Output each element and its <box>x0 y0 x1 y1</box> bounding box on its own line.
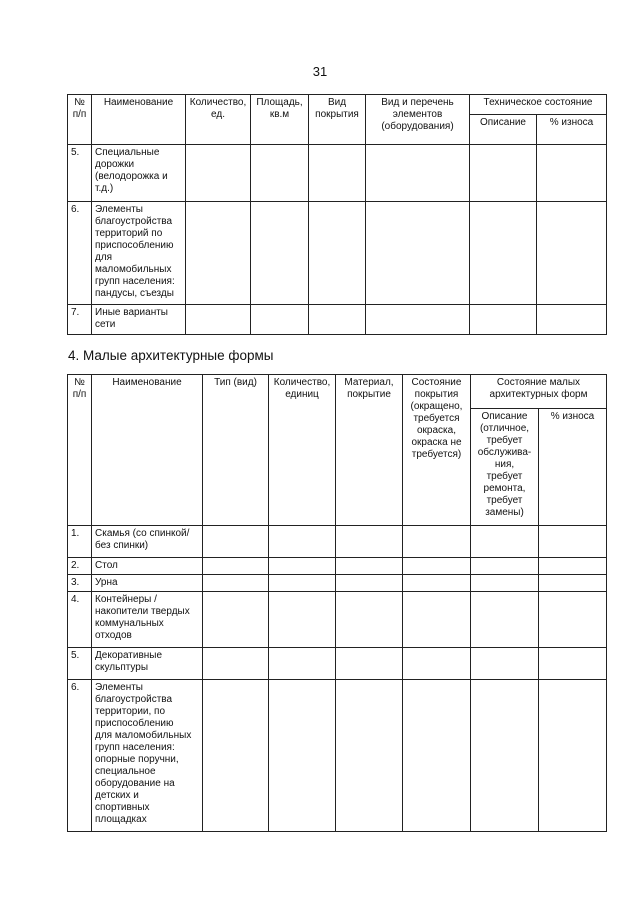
cell-area[interactable] <box>251 305 309 335</box>
cell-quantity[interactable] <box>269 558 336 575</box>
cell-quantity[interactable] <box>269 592 336 648</box>
header-description: Описание <box>470 115 537 145</box>
header-coverage-state: Состояние покрытия (окращено, требуется окраска, окраска не требуется) <box>403 375 471 526</box>
cell-description[interactable] <box>471 592 539 648</box>
row-name: Элементы благоустройства территории, по приспособлению для маломобильных групп населения: опорные поручни, специальное оборудование на детских и спортивных площадках <box>92 680 203 832</box>
header-type: Тип (вид) <box>203 375 269 526</box>
header-quantity: Количество, единиц <box>269 375 336 526</box>
header-num: № п/п <box>68 95 92 145</box>
cell-material[interactable] <box>336 648 403 680</box>
cell-quantity[interactable] <box>269 575 336 592</box>
cell-wear[interactable] <box>539 575 607 592</box>
header-maf-state: Состояние малых архитектурных форм <box>471 375 607 409</box>
cell-quantity[interactable] <box>269 648 336 680</box>
cell-coverage[interactable] <box>309 145 366 202</box>
row-number: 6. <box>68 202 92 305</box>
row-name: Специальные дорожки (велодорожка и т.д.) <box>92 145 186 202</box>
header-name: Наименование <box>92 95 186 145</box>
cell-elements[interactable] <box>366 145 470 202</box>
row-number: 3. <box>68 575 92 592</box>
cell-description[interactable] <box>471 648 539 680</box>
cell-material[interactable] <box>336 592 403 648</box>
table-row <box>68 648 607 680</box>
row-name: Контейнеры / накопители твердых коммунальных отходов <box>92 592 203 648</box>
section-heading: 4. Малые архитектурные формы <box>68 348 274 363</box>
table-row <box>68 592 607 648</box>
row-number: 1. <box>68 526 92 558</box>
page-number: 31 <box>312 64 328 79</box>
table-row <box>68 680 607 832</box>
table-row <box>68 305 607 335</box>
row-number: 7. <box>68 305 92 335</box>
row-name: Элементы благоустройства территорий по приспособлению для маломобильных групп населения: пандусы, съезды <box>92 202 186 305</box>
cell-coverage-state[interactable] <box>403 526 471 558</box>
cell-coverage-state[interactable] <box>403 575 471 592</box>
cell-material[interactable] <box>336 575 403 592</box>
cell-wear[interactable] <box>539 526 607 558</box>
cell-type[interactable] <box>203 680 269 832</box>
cell-type[interactable] <box>203 592 269 648</box>
cell-quantity[interactable] <box>186 145 251 202</box>
table-row <box>68 558 607 575</box>
row-number: 6. <box>68 680 92 832</box>
table-row <box>68 526 607 558</box>
cell-quantity[interactable] <box>186 202 251 305</box>
cell-wear[interactable] <box>539 592 607 648</box>
header-area: Площадь, кв.м <box>251 95 309 145</box>
cell-type[interactable] <box>203 648 269 680</box>
cell-description[interactable] <box>471 680 539 832</box>
header-elements: Вид и перечень элементов (оборудования) <box>366 95 470 145</box>
header-quantity: Количество, ед. <box>186 95 251 145</box>
cell-quantity[interactable] <box>269 680 336 832</box>
cell-wear[interactable] <box>537 202 607 305</box>
row-name: Иные варианты сети <box>92 305 186 335</box>
cell-quantity[interactable] <box>186 305 251 335</box>
cell-description[interactable] <box>470 305 537 335</box>
cell-description[interactable] <box>470 202 537 305</box>
cell-wear[interactable] <box>539 680 607 832</box>
cell-description[interactable] <box>471 526 539 558</box>
header-description: Описание (отличное, требует обслужива- ния, требует ремонта, требует замены) <box>471 409 539 526</box>
cell-wear[interactable] <box>539 648 607 680</box>
table-row <box>68 145 607 202</box>
cell-type[interactable] <box>203 526 269 558</box>
cell-material[interactable] <box>336 526 403 558</box>
cell-area[interactable] <box>251 202 309 305</box>
infrastructure-table <box>67 94 607 335</box>
small-architectural-forms-table <box>67 374 607 832</box>
cell-material[interactable] <box>336 558 403 575</box>
cell-description[interactable] <box>470 145 537 202</box>
row-number: 2. <box>68 558 92 575</box>
cell-coverage-state[interactable] <box>403 592 471 648</box>
cell-description[interactable] <box>471 575 539 592</box>
table-row <box>68 575 607 592</box>
cell-type[interactable] <box>203 558 269 575</box>
header-name: Наименование <box>92 375 203 526</box>
header-num: № п/п <box>68 375 92 526</box>
cell-elements[interactable] <box>366 305 470 335</box>
row-number: 4. <box>68 592 92 648</box>
row-name: Декоративные скульптуры <box>92 648 203 680</box>
row-name: Скамья (со спинкой/ без спинки) <box>92 526 203 558</box>
cell-coverage-state[interactable] <box>403 680 471 832</box>
row-name: Урна <box>92 575 203 592</box>
row-name: Стол <box>92 558 203 575</box>
row-number: 5. <box>68 648 92 680</box>
cell-type[interactable] <box>203 575 269 592</box>
cell-material[interactable] <box>336 680 403 832</box>
header-material: Материал, покрытие <box>336 375 403 526</box>
header-coverage: Вид покрытия <box>309 95 366 145</box>
cell-coverage-state[interactable] <box>403 648 471 680</box>
cell-coverage[interactable] <box>309 305 366 335</box>
cell-description[interactable] <box>471 558 539 575</box>
cell-wear[interactable] <box>537 305 607 335</box>
cell-quantity[interactable] <box>269 526 336 558</box>
cell-wear[interactable] <box>539 558 607 575</box>
row-number: 5. <box>68 145 92 202</box>
header-tech-state: Техническое состояние <box>470 95 607 115</box>
header-wear: % износа <box>539 409 607 526</box>
cell-wear[interactable] <box>537 145 607 202</box>
cell-coverage-state[interactable] <box>403 558 471 575</box>
table-row <box>68 202 607 305</box>
cell-coverage[interactable] <box>309 202 366 305</box>
header-wear: % износа <box>537 115 607 145</box>
cell-area[interactable] <box>251 145 309 202</box>
cell-elements[interactable] <box>366 202 470 305</box>
